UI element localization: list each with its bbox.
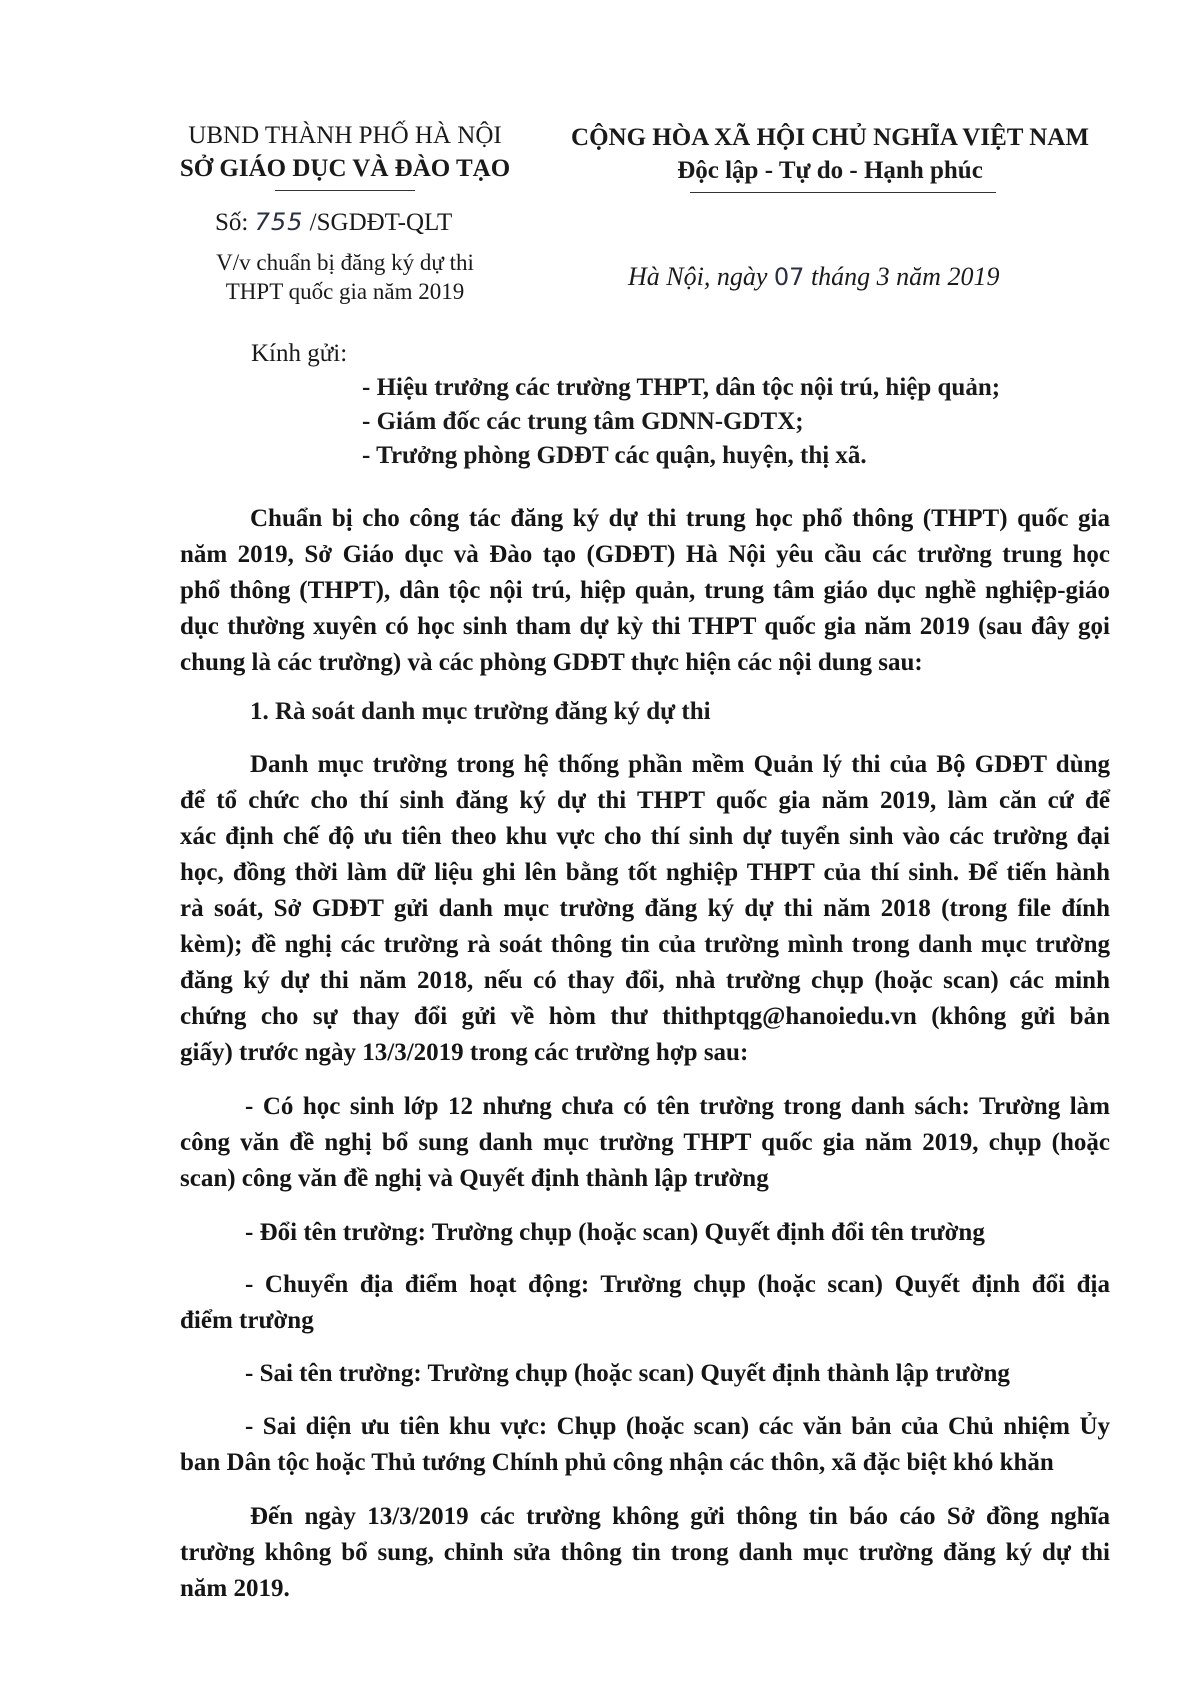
recipient-item: - Giám đốc các trung tâm GDNN-GDTX;: [362, 408, 804, 435]
date-day-handwritten: 07: [773, 263, 805, 291]
national-motto: Độc lập - Tự do - Hạnh phúc: [677, 157, 983, 184]
motto-underline: [690, 192, 996, 193]
recipients-label: Kính gửi:: [251, 340, 348, 367]
case-rename-school: - Đổi tên trường: Trường chụp (hoặc scan) Quyết định đổi tên trường: [245, 1219, 985, 1246]
doc-number-suffix: /SGDĐT-QLT: [309, 209, 453, 236]
intro-line: phổ thông (THPT), dân tộc nội trú, hiệp quản, trung tâm giáo dục nghề nghiệp-giáo: [180, 577, 1110, 604]
date-prefix: Hà Nội, ngày: [628, 262, 768, 291]
intro-line: năm 2019, Sở Giáo dục và Đào tạo (GDĐT) Hà Nội yêu cầu các trường trung học: [180, 541, 1110, 568]
intro-line: chung là các trường) và các phòng GDĐT thực hiện các nội dung sau:: [180, 649, 923, 676]
intro-line: dục thường xuyên có học sinh tham dự kỳ thi THPT quốc gia năm 2019 (sau đây gọi: [180, 613, 1110, 640]
document-number: [215, 208, 452, 237]
issuer-department: SỞ GIÁO DỤC VÀ ĐÀO TẠO: [179, 155, 511, 182]
section-1-line: giấy) trước ngày 13/3/2019 trong các trường hợp sau:: [180, 1039, 749, 1066]
section-1-line: để tổ chức cho thí sinh đăng ký dự thi THPT quốc gia năm 2019, làm căn cứ để: [180, 787, 1110, 814]
case-new-school-line: scan) công văn đề nghị và Quyết định thành lập trường: [180, 1165, 769, 1192]
case-wrong-name: - Sai tên trường: Trường chụp (hoặc scan) Quyết định thành lập trường: [245, 1360, 1010, 1387]
section-1-line: xác định chế độ ưu tiên theo khu vực cho thí sinh dự tuyển sinh vào các trường đại: [180, 823, 1110, 850]
issuer-underline: [275, 190, 415, 191]
issuer-authority: UBND THÀNH PHỐ HÀ NỘI: [188, 122, 502, 149]
section-1-line: chứng cho sự thay đổi gửi về hòm thư thithptqg@hanoiedu.vn (không gửi bản: [180, 1003, 1110, 1030]
subject-line-2: THPT quốc gia năm 2019: [225, 279, 465, 304]
recipient-item: - Hiệu trưởng các trường THPT, dân tộc nội trú, hiệp quản;: [362, 374, 1001, 401]
closing-line: năm 2019.: [180, 1575, 290, 1602]
doc-number-handwritten: 755: [254, 208, 304, 236]
recipient-item: - Trưởng phòng GDĐT các quận, huyện, thị xã.: [362, 442, 867, 469]
section-1-line: học, đồng thời làm dữ liệu ghi lên bằng tốt nghiệp THPT của thí sinh. Để tiến hành: [180, 859, 1110, 886]
case-relocation-line: điểm trường: [180, 1307, 314, 1334]
case-relocation-line: - Chuyển địa điểm hoạt động: Trường chụp (hoặc scan) Quyết định đổi địa: [245, 1271, 1110, 1298]
closing-line: Đến ngày 13/3/2019 các trường không gửi thông tin báo cáo Sở đồng nghĩa: [250, 1503, 1110, 1530]
section-1-line: rà soát, Sở GDĐT gửi danh mục trường đăng ký dự thi năm 2018 (trong file đính: [180, 895, 1110, 922]
closing-line: trường không bổ sung, chỉnh sửa thông tin trong danh mục trường đăng ký dự thi: [180, 1539, 1110, 1566]
section-1-line: đăng ký dự thi năm 2018, nếu có thay đổi, nhà trường chụp (hoặc scan) các minh: [180, 967, 1110, 994]
issue-date: [628, 262, 999, 292]
section-1-title: 1. Rà soát danh mục trường đăng ký dự thi: [250, 698, 711, 725]
national-title: CỘNG HÒA XÃ HỘI CHỦ NGHĨA VIỆT NAM: [571, 124, 1089, 151]
case-priority-zone-line: - Sai diện ưu tiên khu vực: Chụp (hoặc scan) các văn bản của Chủ nhiệm Ủy: [245, 1413, 1110, 1440]
doc-number-prefix: Số:: [215, 209, 249, 236]
subject-line-1: V/v chuẩn bị đăng ký dự thi: [216, 250, 474, 275]
case-new-school-line: công văn đề nghị bổ sung danh mục trường THPT quốc gia năm 2019, chụp (hoặc: [180, 1129, 1110, 1156]
date-suffix: tháng 3 năm 2019: [810, 262, 1000, 291]
case-priority-zone-line: ban Dân tộc hoặc Thủ tướng Chính phủ công nhận các thôn, xã đặc biệt khó khăn: [180, 1449, 1054, 1476]
intro-line: Chuẩn bị cho công tác đăng ký dự thi trung học phổ thông (THPT) quốc gia: [250, 505, 1110, 532]
case-new-school-line: - Có học sinh lớp 12 nhưng chưa có tên trường trong danh sách: Trường làm: [245, 1093, 1110, 1120]
section-1-line: Danh mục trường trong hệ thống phần mềm Quản lý thi của Bộ GDĐT dùng: [250, 751, 1110, 778]
section-1-line: kèm); đề nghị các trường rà soát thông tin của trường mình trong danh mục trường: [180, 931, 1110, 958]
